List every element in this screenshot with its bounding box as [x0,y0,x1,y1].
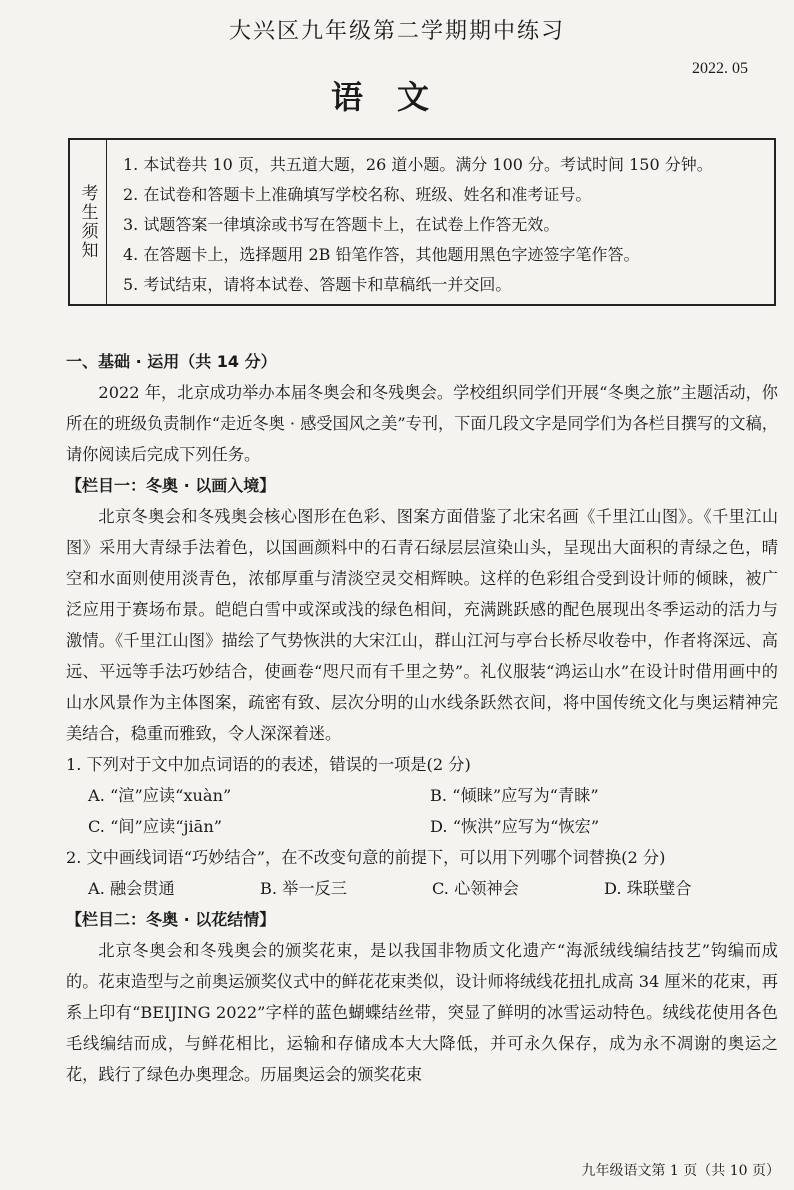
notice-box [68,138,776,306]
intro-paragraph: 2022 年，北京成功举办本届冬奥会和冬残奥会。学校组织同学们开展“冬奥之旅”主题活动，你所在的班级负责制作“走近冬奥 · 感受国风之美”专刊，下面几段文字是同学们为各栏目撰写的文稿，请你阅读后完成下列任务。 [66,383,778,464]
question-1-options-row2 [66,811,778,842]
question-1-options-row1 [66,780,778,811]
notice-label: 考生须知 [70,140,107,304]
notice-item: 2. 在试卷和答题卡上准确填写学校名称、班级、姓名和准考证号。 [123,185,592,204]
subject-title: 语文 [330,78,463,116]
notice-item: 3. 试题答案一律填涂或书写在答题卡上，在试卷上作答无效。 [123,215,560,234]
q1-option-d: D. “恢洪”应写为“恢宏” [430,817,600,836]
question-1-stem: 1. 下列对于文中加点词语的的表述，错误的一项是(2 分) [66,755,471,774]
section-heading: 一、基础 · 运用（共 14 分） [66,352,277,371]
q2-option-d: D. 珠联璧合 [604,879,692,898]
question-2-options [66,873,778,904]
q1-option-c: C. “间”应读“jiān” [88,817,223,836]
notice-list [107,140,774,304]
column1-paragraph: 北京冬奥会和冬残奥会核心图形在色彩、图案方面借鉴了北宋名画《千里江山图》。《千里江山图》采用大青绿手法着色，以国画颜料中的石青石绿层层渲染山头，呈现出大面积的青绿之色，晴空和水面则使用淡青色，浓郁厚重与清淡空灵交相辉映。这样的色彩组合受到设计师的倾睐，被广泛应用于赛场布景。皑皑白雪中或深或浅的绿色相间，充满跳跃感的配色展现出冬季运动的活力与激情。《千里江山图》描绘了气势恢洪的大宋江山，群山江河与亭台长桥尽收卷中，作者将深远、高远、平远等手法巧妙结合，使画卷“咫尺而有千里之势”。礼仪服装“鸿运山水”在设计时借用画中的山水风景作为主体图案，疏密有致、层次分明的山水线条跃然衣间，将中国传统文化与奥运精神完美结合，稳重而雅致，令人深深着迷。 [66,507,778,743]
q2-option-c: C. 心领神会 [432,879,519,898]
notice-item: 4. 在答题卡上，选择题用 2B 铅笔作答，其他题用黑色字迹签字笔作答。 [123,245,640,264]
notice-item: 5. 考试结束，请将本试卷、答题卡和草稿纸一并交回。 [123,275,512,294]
column2-title: 【栏目二：冬奥 · 以花结情】 [66,910,276,929]
q2-option-a: A. 融会贯通 [88,879,175,898]
question-2-stem: 2. 文中画线词语“巧妙结合”，在不改变句意的前提下，可以用下列哪个词替换(2 分) [66,848,666,867]
notice-item: 1. 本试卷共 10 页，共五道大题，26 道小题。满分 100 分。考试时间 150 分钟。 [123,155,713,174]
q1-option-b: B. “倾睐”应写为“青睐” [430,786,599,805]
q1-option-a: A. “渲”应读“xuàn” [88,786,232,805]
exam-date: 2022. 05 [692,60,748,77]
column2-paragraph: 北京冬奥会和冬残奥会的颁奖花束，是以我国非物质文化遗产“海派绒线编结技艺”钩编而成的。花束造型与之前奥运颁奖仪式中的鲜花花束类似，设计师将绒线花扭扎成高 34 厘米的花束，再系上印有“BEIJING 2022”字样的蓝色蝴蝶结丝带，突显了鲜明的冰雪运动特色。绒线花使用各色毛线编结而成，与鲜花相比，运输和存储成本大大降低，并可永久保存，成为永不凋谢的奥运之花，践行了绿色办奥理念。历届奥运会的颁奖花束 [66,941,778,1084]
page-footer: 九年级语文第 1 页（共 10 页） [581,1163,780,1179]
exam-title: 大兴区九年级第二学期期中练习 [228,19,565,44]
section-content [66,346,778,1090]
q2-option-b: B. 举一反三 [260,879,347,898]
column1-title: 【栏目一：冬奥 · 以画入境】 [66,476,276,495]
